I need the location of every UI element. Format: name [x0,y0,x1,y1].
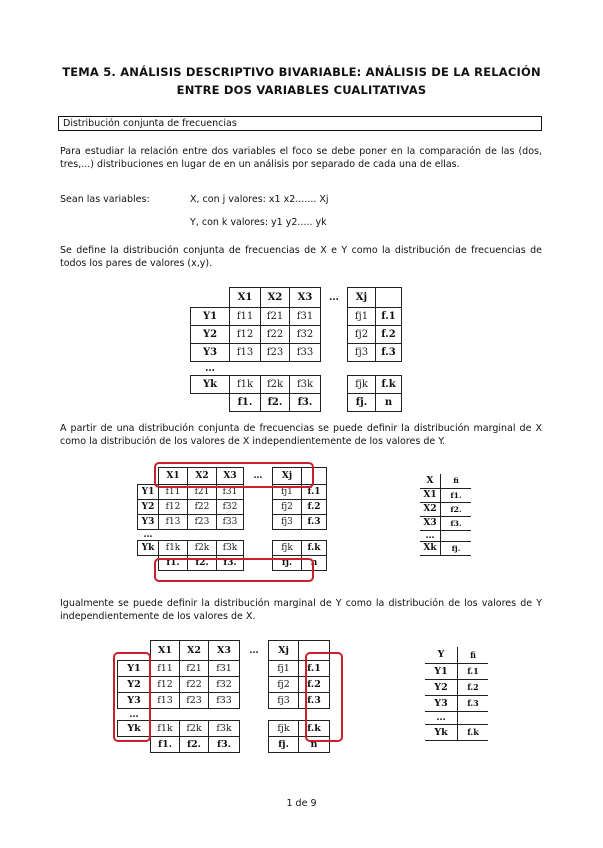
joint-table-ellipsis-cell [261,362,290,376]
joint-table-cell: n [376,394,402,412]
joint-table-ellipsis-cell [230,362,261,376]
joint-table-cell: fj1 [348,308,376,326]
joint-table-cell: f2k [261,376,290,394]
marginal-x-value: X1 [420,488,441,502]
joint-table-column-header: X2 [261,288,290,308]
joint-table-ellipsis-cell: … [205,363,215,374]
marginal-y-frequency: f.3 [458,695,489,711]
marginal-y-joint-column-header: X2 [180,641,209,661]
marginal-y-joint-cell: f3k [209,721,240,737]
joint-table-gap-cell [321,344,348,362]
section-heading: Distribución conjunta de frecuencias [58,116,542,131]
doc-title-line-2: ENTRE DOS VARIABLES CUALITATIVAS [176,83,427,97]
joint-table-gap-cell [321,362,348,376]
marginal-x-joint-cell: n [302,556,327,571]
paragraph-marginal-y: Igualmente se puede definir la distribución marginal de Y como la distribución de los valores de Y independientemente de los valores de X. [60,598,542,622]
marginal-x-joint-gap-cell [244,500,273,515]
marginal-y-joint-cell: f11 [151,661,180,677]
joint-table-row-label: Yk [191,376,230,394]
marginal-x-value: X2 [420,502,441,516]
joint-frequency-table [190,287,402,412]
marginal-y-joint-cell: f31 [209,661,240,677]
marginal-y-joint-cell: f.k [299,721,330,737]
marginal-x-joint-column-header: X1 [159,468,188,485]
marginal-x-joint-ellipsis-cell: … [143,530,153,540]
marginal-x-frequency: f1. [441,488,472,502]
paragraph-intro: Para estudiar la relación entre dos variables el foco se debe poner en la comparación de las (dos, tres,...) distribuciones en lugar de en un análisis por separado de cada una de ellas. [60,146,542,170]
joint-table-ellipsis-cell [348,362,376,376]
joint-table-cell: f22 [261,326,290,344]
marginal-y-row [425,711,488,724]
joint-table-row-label: Y1 [191,308,230,326]
marginal-x-joint-cell: f22 [188,500,217,515]
marginal-x-joint-ellipsis-cell [217,530,244,541]
joint-table-row [191,344,402,362]
marginal-x-frequency: f3. [441,516,472,530]
marginal-x-value: Xk [420,541,441,555]
joint-table-cell: f3k [290,376,321,394]
marginal-x-joint-row-label: Y3 [138,515,159,530]
marginal-x-joint-cell: f3. [217,556,244,571]
joint-table-column-header: X3 [290,288,321,308]
variable-x-definition: X, con j valores: x1 x2....... Xj [190,194,329,205]
marginal-y-joint-gap-cell [240,709,269,721]
marginal-y-joint-gap-cell [240,677,269,693]
joint-table-row-label: Y2 [191,326,230,344]
marginal-x-joint-cell: fj. [273,556,302,571]
marginal-x-joint-cell: f2. [188,556,217,571]
marginal-y-joint-cell: f.3 [299,693,330,709]
paragraph-marginal-x: A partir de una distribución conjunta de frecuencias se puede definir la distribución marginal de X como la distribución de los valores de X independientemente de los valores de Y. [60,423,542,447]
marginal-y-joint-ellipsis-cell [180,709,209,721]
marginal-y-frequency: f.k [458,724,489,740]
marginal-x-joint-cell: f.1 [302,485,327,500]
marginal-y-joint-cell: f3. [209,737,240,753]
marginal-y-value: Y1 [425,663,458,679]
joint-table-cell: f2. [261,394,290,412]
joint-table-row [191,394,402,412]
marginal-y-joint-cell: f1k [151,721,180,737]
joint-table-row-label [191,394,230,412]
marginal-y-joint-row-label: Yk [118,721,151,737]
marginal-y-joint-ellipsis-cell [209,709,240,721]
marginal-y-value: Y2 [425,679,458,695]
joint-table-cell: f.k [376,376,402,394]
marginal-y-joint-cell: fjk [269,721,299,737]
marginal-y-joint-cell: n [299,737,330,753]
marginal-x-joint-row [138,530,327,541]
marginal-x-row [420,530,471,541]
doc-title-line-1: TEMA 5. ANÁLISIS DESCRIPTIVO BIVARIABLE: ANÁLISIS DE LA RELACIÓN [62,65,541,79]
joint-table-row [191,376,402,394]
marginal-x-joint-cell: f21 [188,485,217,500]
joint-table-cell: f.2 [376,326,402,344]
marginal-y-joint-cell: f13 [151,693,180,709]
marginal-x-joint-ellipsis-cell [159,530,188,541]
joint-table-cell: f11 [230,308,261,326]
marginal-y-frequency: f.2 [458,679,489,695]
marginal-x-row [420,516,471,530]
marginal-x-table [420,474,471,556]
page-number: 1 de 9 [286,798,317,809]
marginal-y-row [425,647,488,663]
joint-table-cell: f13 [230,344,261,362]
marginal-x-joint-cell: fjk [273,541,302,556]
marginal-x-joint-cell: f32 [217,500,244,515]
joint-table-cell: f1. [230,394,261,412]
joint-table-row [191,326,402,344]
marginal-y-joint-cell: f2k [180,721,209,737]
marginal-y-joint-ellipsis-cell: … [129,709,139,720]
marginal-x-row [420,474,471,488]
joint-table-cell: f.1 [376,308,402,326]
marginal-x-frequency: fi [441,474,472,488]
marginal-x-joint-cell: f13 [159,515,188,530]
marginal-x-value: X3 [420,516,441,530]
joint-table-cell: f31 [290,308,321,326]
marginal-y-joint-cell: fj3 [269,693,299,709]
marginal-y-joint-gap-cell [240,721,269,737]
joint-table-cell: fjk [348,376,376,394]
joint-table-cell: fj. [348,394,376,412]
marginal-y-joint-cell: f21 [180,661,209,677]
highlight-y-values [113,652,151,742]
marginal-y-joint-cell: fj2 [269,677,299,693]
marginal-x-joint-cell: f.k [302,541,327,556]
marginal-x-joint-cell: f1k [159,541,188,556]
joint-table-column-header: Xj [348,288,376,308]
marginal-y-row [425,679,488,695]
marginal-y-joint-gap-cell [240,693,269,709]
marginal-y-value: Yk [425,724,458,740]
joint-table-cell: fj2 [348,326,376,344]
joint-table-row-label: Y3 [191,344,230,362]
marginal-x-joint-column-header: X2 [188,468,217,485]
marginal-x-joint-cell: fj1 [273,485,302,500]
marginal-x-joint-row-label: Y1 [138,485,159,500]
marginal-x-joint-column-header: X3 [217,468,244,485]
marginal-y-joint-cell: fj1 [269,661,299,677]
marginal-x-joint-cell: f11 [159,485,188,500]
marginal-y-row [425,695,488,711]
marginal-x-frequency: fj. [441,541,472,555]
marginal-x-joint-cell: f2k [188,541,217,556]
joint-table-column-header: X1 [230,288,261,308]
joint-table-gap-cell [321,308,348,326]
marginal-y-frequency: fi [458,647,489,663]
highlight-x-values [154,462,314,488]
marginal-y-frequency [458,711,489,724]
marginal-x-row [420,502,471,516]
marginal-x-joint-ellipsis-cell [188,530,217,541]
joint-table-row [191,362,402,376]
marginal-y-joint-gap-cell [240,661,269,677]
marginal-x-joint-row [138,541,327,556]
marginal-y-joint-ellipsis-cell [151,709,180,721]
marginal-y-row [425,724,488,740]
joint-table-gap-cell [321,376,348,394]
marginal-y-joint-gap-cell: … [249,645,259,656]
paragraph-joint-definition: Se define la distribución conjunta de frecuencias de X e Y como la distribución de frecuencias de todos los pares de valores (x,y). [60,245,542,269]
marginal-y-joint-cell: f2. [180,737,209,753]
marginal-y-joint-ellipsis-cell [269,709,299,721]
joint-table-cell: f33 [290,344,321,362]
marginal-x-joint-cell: f3k [217,541,244,556]
marginal-x-joint-cell: f.3 [302,515,327,530]
joint-table-cell: f.3 [376,344,402,362]
marginal-x-joint-ellipsis-cell [302,530,327,541]
marginal-x-joint-gap-cell: … [253,471,263,481]
joint-table-cell: f1k [230,376,261,394]
joint-table-row [191,308,402,326]
marginal-y-joint-cell: f32 [209,677,240,693]
marginal-y-joint-column-header: X3 [209,641,240,661]
marginal-y-joint-column-header: X1 [151,641,180,661]
marginal-y-joint-row-label: Y1 [118,661,151,677]
marginal-y-joint-cell: f.2 [299,677,330,693]
highlight-y-marginals [305,652,343,742]
marginal-x-value: X [420,474,441,488]
marginal-y-joint-cell: f1. [151,737,180,753]
joint-table-cell: f12 [230,326,261,344]
marginal-x-joint-cell: fj2 [273,500,302,515]
variable-y-definition: Y, con k valores: y1 y2..... yk [190,217,327,228]
joint-table-ellipsis-cell [290,362,321,376]
marginal-x-joint-column-header: Xj [273,468,302,485]
variables-label: Sean las variables: [60,194,150,205]
joint-table-ellipsis-cell [376,362,402,376]
marginal-y-joint-cell: f33 [209,693,240,709]
joint-table-row-label [191,288,230,308]
marginal-y-row [425,663,488,679]
marginal-x-joint-cell: fj3 [273,515,302,530]
joint-table-cell: fj3 [348,344,376,362]
marginal-x-joint-cell: f1. [159,556,188,571]
marginal-x-joint-row [138,500,327,515]
joint-table-cell: f21 [261,308,290,326]
marginal-x-joint-cell: f23 [188,515,217,530]
marginal-x-joint-cell: f12 [159,500,188,515]
marginal-y-joint-row-label: Y2 [118,677,151,693]
marginal-x-joint-ellipsis-cell [273,530,302,541]
joint-table-cell: f23 [261,344,290,362]
marginal-y-joint-column-header: Xj [269,641,299,661]
joint-table-gap-cell: … [329,292,339,303]
marginal-x-frequency: f2. [441,502,472,516]
marginal-x-joint-cell: f.2 [302,500,327,515]
marginal-x-joint-row-label: Yk [138,541,159,556]
joint-table-cell: f3. [290,394,321,412]
marginal-x-joint-gap-cell [244,541,273,556]
marginal-y-value: … [425,711,458,724]
highlight-x-marginals [154,558,314,582]
marginal-y-joint-cell: fj. [269,737,299,753]
marginal-x-frequency [441,530,472,541]
marginal-x-value: … [420,530,441,541]
marginal-x-joint-gap-cell [244,515,273,530]
marginal-x-joint-row-label: Y2 [138,500,159,515]
marginal-y-joint-cell: f.1 [299,661,330,677]
marginal-y-value: Y [425,647,458,663]
marginal-x-row [420,488,471,502]
joint-table-column-header [376,288,402,308]
joint-table-gap-cell [321,394,348,412]
marginal-x-row [420,541,471,555]
marginal-y-table [425,647,488,741]
marginal-x-joint-cell: f33 [217,515,244,530]
marginal-x-joint-cell: f31 [217,485,244,500]
joint-table-row [191,288,402,308]
marginal-x-joint-gap-cell [244,530,273,541]
marginal-y-joint-gap-cell [240,737,269,753]
joint-table-cell: f32 [290,326,321,344]
joint-table-gap-cell [321,326,348,344]
marginal-y-joint-cell: f22 [180,677,209,693]
marginal-y-joint-cell: f23 [180,693,209,709]
marginal-x-joint-row [138,515,327,530]
marginal-y-value: Y3 [425,695,458,711]
marginal-y-joint-cell: f12 [151,677,180,693]
marginal-y-frequency: f.1 [458,663,489,679]
marginal-y-joint-row-label: Y3 [118,693,151,709]
